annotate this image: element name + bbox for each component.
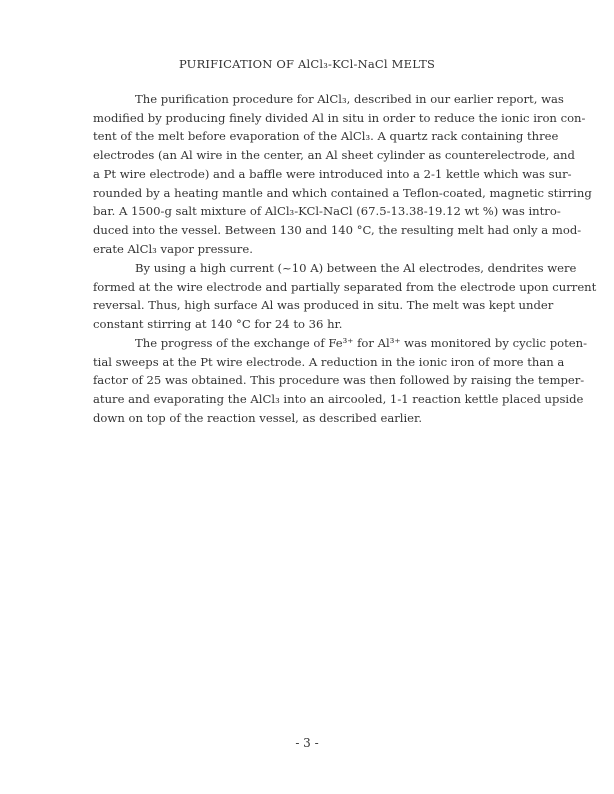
text-line: erate AlCl₃ vapor pressure. <box>93 241 253 256</box>
text-line: The progress of the exchange of Fe³⁺ for Al³⁺ was monitored by cyclic poten- <box>135 336 588 350</box>
text-line: rounded by a heating mantle and which contained a Teflon-coated, magnetic stirring <box>93 185 592 200</box>
text-line: modified by producing finely divided Al in situ in order to reduce the ionic iron con- <box>93 110 586 125</box>
text-line: tent of the melt before evaporation of the AlCl₃. A quartz rack containing three <box>93 129 559 144</box>
text-line: reversal. Thus, high surface Al was produced in situ. The melt was kept under <box>93 298 554 313</box>
text-line: The purification procedure for AlCl₃, described in our earlier report, was <box>135 92 564 106</box>
paragraph-purification-procedure <box>93 90 592 258</box>
paragraph-iron-exchange <box>93 334 588 428</box>
text-line: bar. A 1500-g salt mixture of AlCl₃-KCl-NaCl (67.5-13.38-19.12 wt %) was intro- <box>93 204 561 219</box>
text-line: duced into the vessel. Between 130 and 140 °C, the resulting melt had only a mod- <box>93 222 582 237</box>
text-line: constant stirring at 140 °C for 24 to 36 hr. <box>93 317 343 332</box>
text-line: ature and evaporating the AlCl₃ into an aircooled, 1-1 reaction kettle placed upside <box>93 392 584 407</box>
text-line: a Pt wire electrode) and a baffle were introduced into a 2-1 kettle which was sur- <box>93 166 572 181</box>
text-line: formed at the wire electrode and partially separated from the electrode upon current <box>93 279 597 294</box>
paragraph-dendrite-formation <box>93 259 597 334</box>
text-line: down on top of the reaction vessel, as described earlier. <box>93 410 423 425</box>
text-line: By using a high current (~10 A) between the Al electrodes, dendrites were <box>135 261 577 275</box>
section-title: PURIFICATION OF AlCl₃-KCl-NaCl MELTS <box>178 57 436 71</box>
page-number: - 3 - <box>295 736 319 750</box>
text-line: electrodes (an Al wire in the center, an Al sheet cylinder as counterelectrode, and <box>93 148 575 163</box>
text-line: tial sweeps at the Pt wire electrode. A reduction in the ionic iron of more than a <box>93 354 565 369</box>
text-line: factor of 25 was obtained. This procedure was then followed by raising the temper- <box>93 373 585 388</box>
